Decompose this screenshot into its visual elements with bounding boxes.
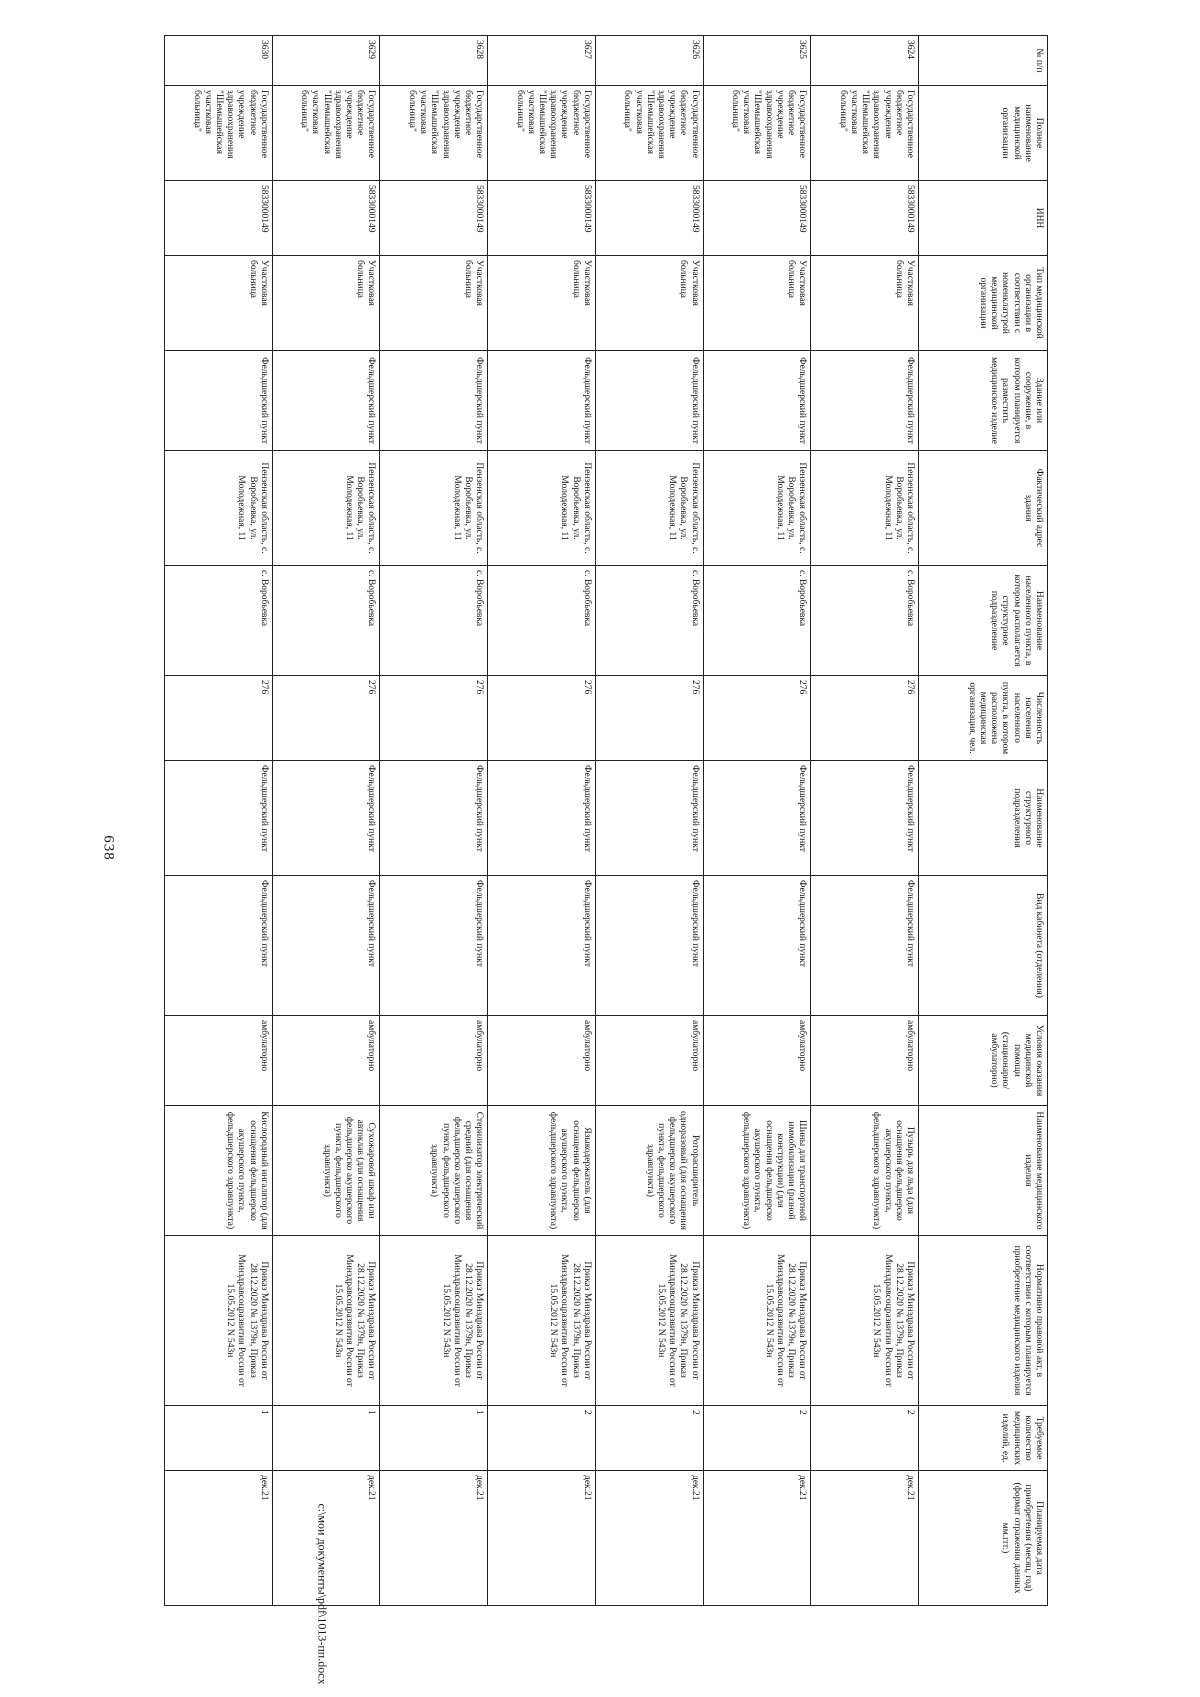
- cell-date: дек.21: [272, 1471, 380, 1606]
- cell-act: Приказ Минздрава России от 28.12.2020 № 1379н, Приказ Минздравсоцразвития России от 15.05.2012 N 543н: [595, 1236, 703, 1406]
- cell-type: Участковая больница: [488, 256, 596, 351]
- cell-cabinet: Фельдшерский пункт: [380, 876, 488, 1016]
- cell-inn: 5833000149: [165, 181, 273, 256]
- header-inn: ИНН: [919, 181, 1048, 256]
- cell-population: 276: [488, 676, 596, 761]
- cell-address: Пензенская область, с. Воробьевка, ул. Молодежная, 11: [595, 451, 703, 566]
- table-row: [488, 36, 596, 1606]
- cell-date: дек.21: [488, 1471, 596, 1606]
- table-row: [595, 36, 703, 1606]
- cell-qty: 1: [272, 1406, 380, 1471]
- rotated-table-wrapper: [164, 35, 1048, 1605]
- cell-conditions: амбулаторно: [165, 1016, 273, 1106]
- cell-org: Государственное бюджетное учреждение здравоохранения "Шемышейская участковая больница": [272, 86, 380, 181]
- cell-address: Пензенская область, с. Воробьевка, ул. Молодежная, 11: [811, 451, 919, 566]
- cell-building: Фельдшерский пункт: [165, 351, 273, 451]
- header-conditions: Условия оказания медицинской помощи (стационарно/ амбулаторно): [919, 1016, 1048, 1106]
- table-row: [165, 36, 273, 1606]
- cell-type: Участковая больница: [595, 256, 703, 351]
- cell-unit: Фельдшерский пункт: [380, 761, 488, 876]
- cell-population: 276: [595, 676, 703, 761]
- header-building: Здание или сооружение, в котором планируется разместить медицинское изделие: [919, 351, 1048, 451]
- cell-address: Пензенская область, с. Воробьевка, ул. Молодежная, 11: [165, 451, 273, 566]
- cell-population: 276: [380, 676, 488, 761]
- cell-type: Участковая больница: [165, 256, 273, 351]
- cell-type: Участковая больница: [703, 256, 811, 351]
- cell-device: Кислородный ингалятор (для оснащения фельдшерско акушерского пункта, фельдшерского здравпункта): [165, 1106, 273, 1236]
- cell-num: 3626: [595, 36, 703, 86]
- cell-address: Пензенская область, с. Воробьевка, ул. Молодежная, 11: [272, 451, 380, 566]
- header-address: Фактический адрес здания: [919, 451, 1048, 566]
- header-unit: Наименование структурного подразделения: [919, 761, 1048, 876]
- footer-file-path: c:\мои документы\pdf\1013-пп.docx: [315, 1503, 330, 1685]
- page-number: 638: [100, 835, 117, 861]
- cell-conditions: амбулаторно: [488, 1016, 596, 1106]
- cell-settlement: с. Воробьевка: [165, 566, 273, 676]
- table-row: [380, 36, 488, 1606]
- table-row: [703, 36, 811, 1606]
- cell-num: 3625: [703, 36, 811, 86]
- cell-unit: Фельдшерский пункт: [595, 761, 703, 876]
- cell-building: Фельдшерский пункт: [811, 351, 919, 451]
- cell-building: Фельдшерский пункт: [488, 351, 596, 451]
- cell-qty: 2: [488, 1406, 596, 1471]
- cell-org: Государственное бюджетное учреждение здравоохранения "Шемышейская участковая больница": [811, 86, 919, 181]
- medical-devices-table: [164, 35, 1048, 1606]
- cell-conditions: амбулаторно: [811, 1016, 919, 1106]
- cell-address: Пензенская область, с. Воробьевка, ул. Молодежная, 11: [488, 451, 596, 566]
- cell-settlement: с. Воробьевка: [703, 566, 811, 676]
- header-date: Планируемая дата приобретения (месяц, год) (формат отражения данных мм.ггг.): [919, 1471, 1048, 1606]
- cell-num: 3624: [811, 36, 919, 86]
- cell-org: Государственное бюджетное учреждение здравоохранения "Шемышейская участковая больница": [595, 86, 703, 181]
- cell-org: Государственное бюджетное учреждение здравоохранения "Шемышейская участковая больница": [165, 86, 273, 181]
- cell-org: Государственное бюджетное учреждение здравоохранения "Шемышейская участковая больница": [380, 86, 488, 181]
- header-type: Тип медицинской организации в соответствии с номенклатурой медицинской организации: [919, 256, 1048, 351]
- cell-building: Фельдшерский пункт: [703, 351, 811, 451]
- cell-conditions: амбулаторно: [703, 1016, 811, 1106]
- cell-building: Фельдшерский пункт: [595, 351, 703, 451]
- cell-population: 276: [811, 676, 919, 761]
- header-act: Нормативно правовой акт, в соответствии с которым планируется приобретение медицинского изделия: [919, 1236, 1048, 1406]
- cell-act: Приказ Минздрава России от 28.12.2020 № 1379н, Приказ Минздравсоцразвития России от 15.05.2012 N 543н: [703, 1236, 811, 1406]
- cell-num: 3627: [488, 36, 596, 86]
- cell-unit: Фельдшерский пункт: [703, 761, 811, 876]
- header-num: № п/п: [919, 36, 1048, 86]
- cell-qty: 2: [703, 1406, 811, 1471]
- cell-cabinet: Фельдшерский пункт: [272, 876, 380, 1016]
- cell-cabinet: Фельдшерский пункт: [703, 876, 811, 1016]
- cell-cabinet: Фельдшерский пункт: [165, 876, 273, 1016]
- cell-org: Государственное бюджетное учреждение здравоохранения "Шемышейская участковая больница": [703, 86, 811, 181]
- header-qty: Требуемое количество медицинских изделий, ед.: [919, 1406, 1048, 1471]
- cell-qty: 2: [595, 1406, 703, 1471]
- cell-settlement: с. Воробьевка: [488, 566, 596, 676]
- cell-act: Приказ Минздрава России от 28.12.2020 № 1379н, Приказ Минздравсоцразвития России от 15.05.2012 N 543н: [811, 1236, 919, 1406]
- cell-conditions: амбулаторно: [595, 1016, 703, 1106]
- cell-cabinet: Фельдшерский пункт: [811, 876, 919, 1016]
- cell-qty: 2: [811, 1406, 919, 1471]
- cell-num: 3628: [380, 36, 488, 86]
- cell-conditions: амбулаторно: [272, 1016, 380, 1106]
- cell-qty: 1: [165, 1406, 273, 1471]
- cell-type: Участковая больница: [380, 256, 488, 351]
- cell-date: дек.21: [165, 1471, 273, 1606]
- cell-population: 276: [272, 676, 380, 761]
- header-settlement: Наименование населенного пункта, в котором располагается структурное подразделение: [919, 566, 1048, 676]
- cell-inn: 5833000149: [595, 181, 703, 256]
- cell-inn: 5833000149: [811, 181, 919, 256]
- cell-settlement: с. Воробьевка: [380, 566, 488, 676]
- cell-device: Стерилизатор электрический средний (для оснащения фельдшерско акушерского пункта, фельдшерского здравпункта): [380, 1106, 488, 1236]
- cell-settlement: с. Воробьевка: [595, 566, 703, 676]
- header-cabinet: Вид кабинета (отделения): [919, 876, 1048, 1016]
- cell-inn: 5833000149: [703, 181, 811, 256]
- cell-unit: Фельдшерский пункт: [811, 761, 919, 876]
- cell-device: Сухожаровой шкаф или автоклав (для оснащения фельдшерско акушерского пункта, фельдшерского здравпункта): [272, 1106, 380, 1236]
- header-org: Полное наименование медицинской организации: [919, 86, 1048, 181]
- cell-act: Приказ Минздрава России от 28.12.2020 № 1379н, Приказ Минздравсоцразвития России от 15.05.2012 N 543н: [272, 1236, 380, 1406]
- cell-device: Пузырь для льда (для оснащения фельдшерско акушерского пункта, фельдшерского здравпункта): [811, 1106, 919, 1236]
- cell-building: Фельдшерский пункт: [272, 351, 380, 451]
- table-row: [272, 36, 380, 1606]
- cell-date: дек.21: [595, 1471, 703, 1606]
- cell-device: Роторасширитель одноразовый (для оснащения фельдшерско акушерского пункта, фельдшерского здравпункта): [595, 1106, 703, 1236]
- cell-date: дек.21: [703, 1471, 811, 1606]
- cell-building: Фельдшерский пункт: [380, 351, 488, 451]
- header-population: Численность населения населенного пункта, в котором расположена медицинская организация, чел.: [919, 676, 1048, 761]
- cell-type: Участковая больница: [811, 256, 919, 351]
- cell-org: Государственное бюджетное учреждение здравоохранения "Шемышейская участковая больница": [488, 86, 596, 181]
- header-device: Наименование медицинского изделия: [919, 1106, 1048, 1236]
- cell-num: 3629: [272, 36, 380, 86]
- cell-date: дек.21: [811, 1471, 919, 1606]
- cell-population: 276: [703, 676, 811, 761]
- cell-population: 276: [165, 676, 273, 761]
- cell-num: 3630: [165, 36, 273, 86]
- cell-inn: 5833000149: [272, 181, 380, 256]
- cell-device: Языкодержатель (для оснащения фельдшерско акушерского пункта, фельдшерского здравпункта): [488, 1106, 596, 1236]
- cell-act: Приказ Минздрава России от 28.12.2020 № 1379н, Приказ Минздравсоцразвития России от 15.05.2012 N 543н: [380, 1236, 488, 1406]
- cell-unit: Фельдшерский пункт: [488, 761, 596, 876]
- cell-date: дек.21: [380, 1471, 488, 1606]
- cell-unit: Фельдшерский пункт: [272, 761, 380, 876]
- cell-address: Пензенская область, с. Воробьевка, ул. Молодежная, 11: [703, 451, 811, 566]
- cell-address: Пензенская область, с. Воробьевка, ул. Молодежная, 11: [380, 451, 488, 566]
- cell-cabinet: Фельдшерский пункт: [488, 876, 596, 1016]
- table-header-row: [919, 36, 1048, 1606]
- cell-inn: 5833000149: [380, 181, 488, 256]
- cell-qty: 1: [380, 1406, 488, 1471]
- cell-type: Участковая больница: [272, 256, 380, 351]
- cell-unit: Фельдшерский пункт: [165, 761, 273, 876]
- cell-cabinet: Фельдшерский пункт: [595, 876, 703, 1016]
- cell-conditions: амбулаторно: [380, 1016, 488, 1106]
- cell-settlement: с. Воробьевка: [272, 566, 380, 676]
- cell-act: Приказ Минздрава России от 28.12.2020 № 1379н, Приказ Минздравсоцразвития России от 15.05.2012 N 543н: [165, 1236, 273, 1406]
- cell-act: Приказ Минздрава России от 28.12.2020 № 1379н, Приказ Минздравсоцразвития России от 15.05.2012 N 543н: [488, 1236, 596, 1406]
- cell-settlement: с. Воробьевка: [811, 566, 919, 676]
- cell-inn: 5833000149: [488, 181, 596, 256]
- table-row: [811, 36, 919, 1606]
- cell-device: Шины для транспортной иммобилизации (разной конструкции) (для оснащения фельдшерско акушерского пункта, фельдшерского здравпункта): [703, 1106, 811, 1236]
